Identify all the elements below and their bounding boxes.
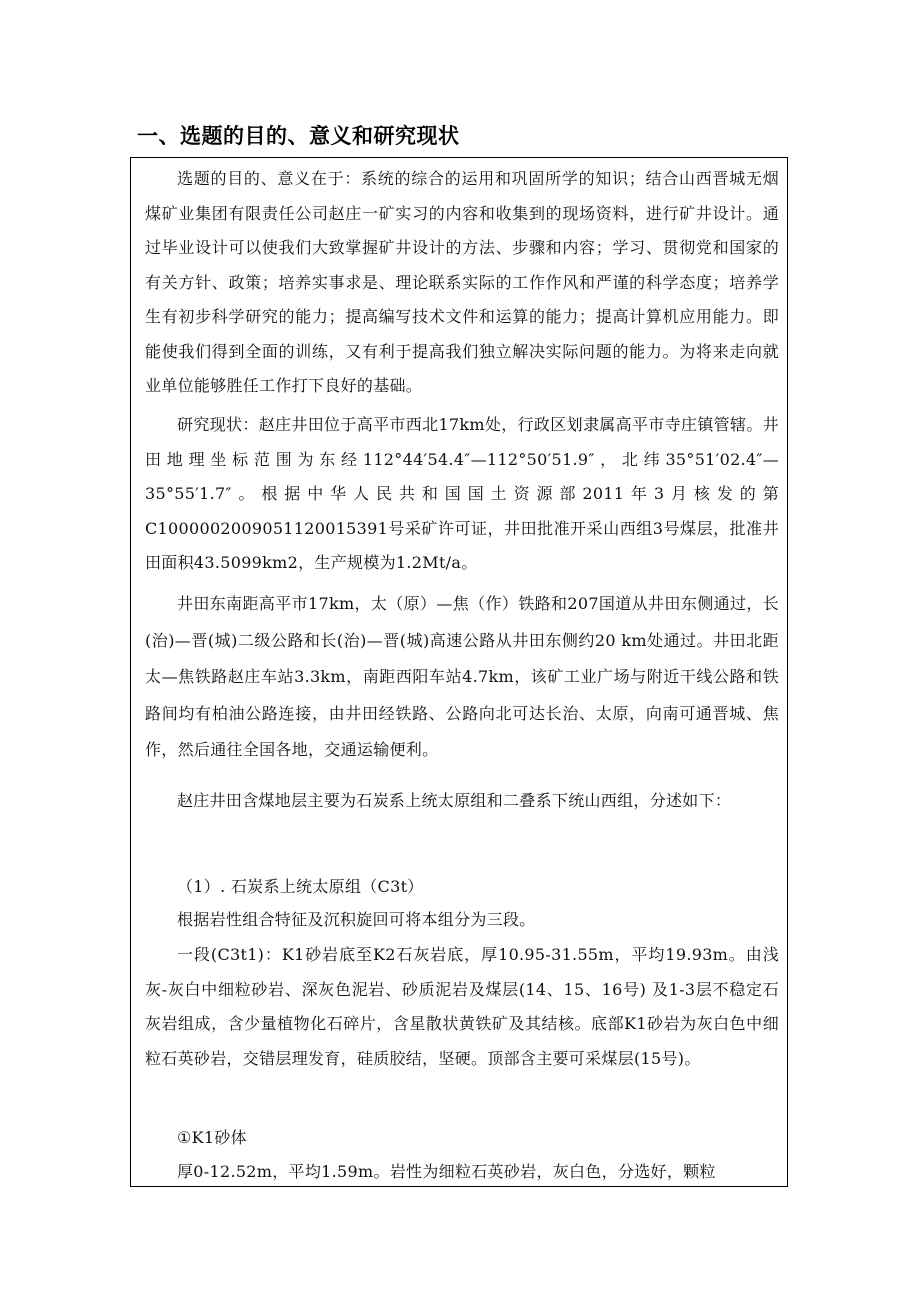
section-heading: 一、选题的目的、意义和研究现状 (137, 124, 460, 148)
section-one-paragraph: 一段(C3t1)：K1砂岩底至K2石灰岩底，厚10.95-31.55m，平均19.93m。由浅灰-灰白中细粒砂岩、深灰色泥岩、砂质泥岩及煤层(14、15、16号) 及1-3层不稳定石灰岩组成，含少量植物化石碎片，含星散状黄铁矿及其结核。底部K1砂岩为灰白色中细粒石英砂岩，交错层理发育，硅质胶结，坚硬。顶部含主要可采煤层(15号)。 (145, 945, 779, 1068)
content-frame (130, 157, 788, 1187)
k1-sandbody-title: ①K1砂体 (177, 1128, 247, 1147)
strata-paragraph: 赵庄井田含煤地层主要为石炭系上统太原组和二叠系下统山西组，分述如下： (177, 791, 732, 810)
taiyuan-intro-paragraph: 根据岩性组合特征及沉积旋回可将本组分为三段。 (177, 910, 536, 929)
taiyuan-formation-title: （1）. 石炭系上统太原组（C3t） (177, 877, 424, 896)
research-status-paragraph: 研究现状：赵庄井田位于高平市西北17km处，行政区划隶属高平市寺庄镇管辖。井田地理坐标范围为东经112°44′54.4″—112°50′51.9″，北纬35°51′02.4″—35°55′1.7″。根据中华人民共和国国土资源部2011年3月核发的第C1000002009051120015391号采矿许可证，井田批准开采山西组3号煤层，批准井田面积43.5099km2，生产规模为1.2Mt/a。 (145, 415, 779, 572)
traffic-paragraph: 井田东南距高平市17km，太（原）—焦（作）铁路和207国道从井田东侧通过，长(治)—晋(城)二级公路和长(治)—晋(城)高速公路从井田东侧约20 km处通过。井田北距太—焦铁路赵庄车站3.3km，南距西阳车站4.7km，该矿工业广场与附近干线公路和铁路间均有柏油公路连接，由井田经铁路、公路向北可达长治、太原，向南可通晋城、焦作，然后通往全国各地，交通运输便利。 (145, 594, 779, 759)
k1-sandbody-description: 厚0-12.52m，平均1.59m。岩性为细粒石英砂岩，灰白色，分选好，颗粒 (177, 1162, 716, 1181)
purpose-paragraph: 选题的目的、意义在于：系统的综合的运用和巩固所学的知识；结合山西晋城无烟煤矿业集团有限责任公司赵庄一矿实习的内容和收集到的现场资料，进行矿井设计。通过毕业设计可以使我们大致掌握矿井设计的方法、步骤和内容；学习、贯彻党和国家的有关方针、政策；培养实事求是、理论联系实际的工作作风和严谨的科学态度；培养学生有初步科学研究的能力；提高编写技术文件和运算的能力；提高计算机应用能力。即能使我们得到全面的训练，又有利于提高我们独立解决实际问题的能力。为将来走向就业单位能够胜任工作打下良好的基础。 (145, 169, 779, 395)
